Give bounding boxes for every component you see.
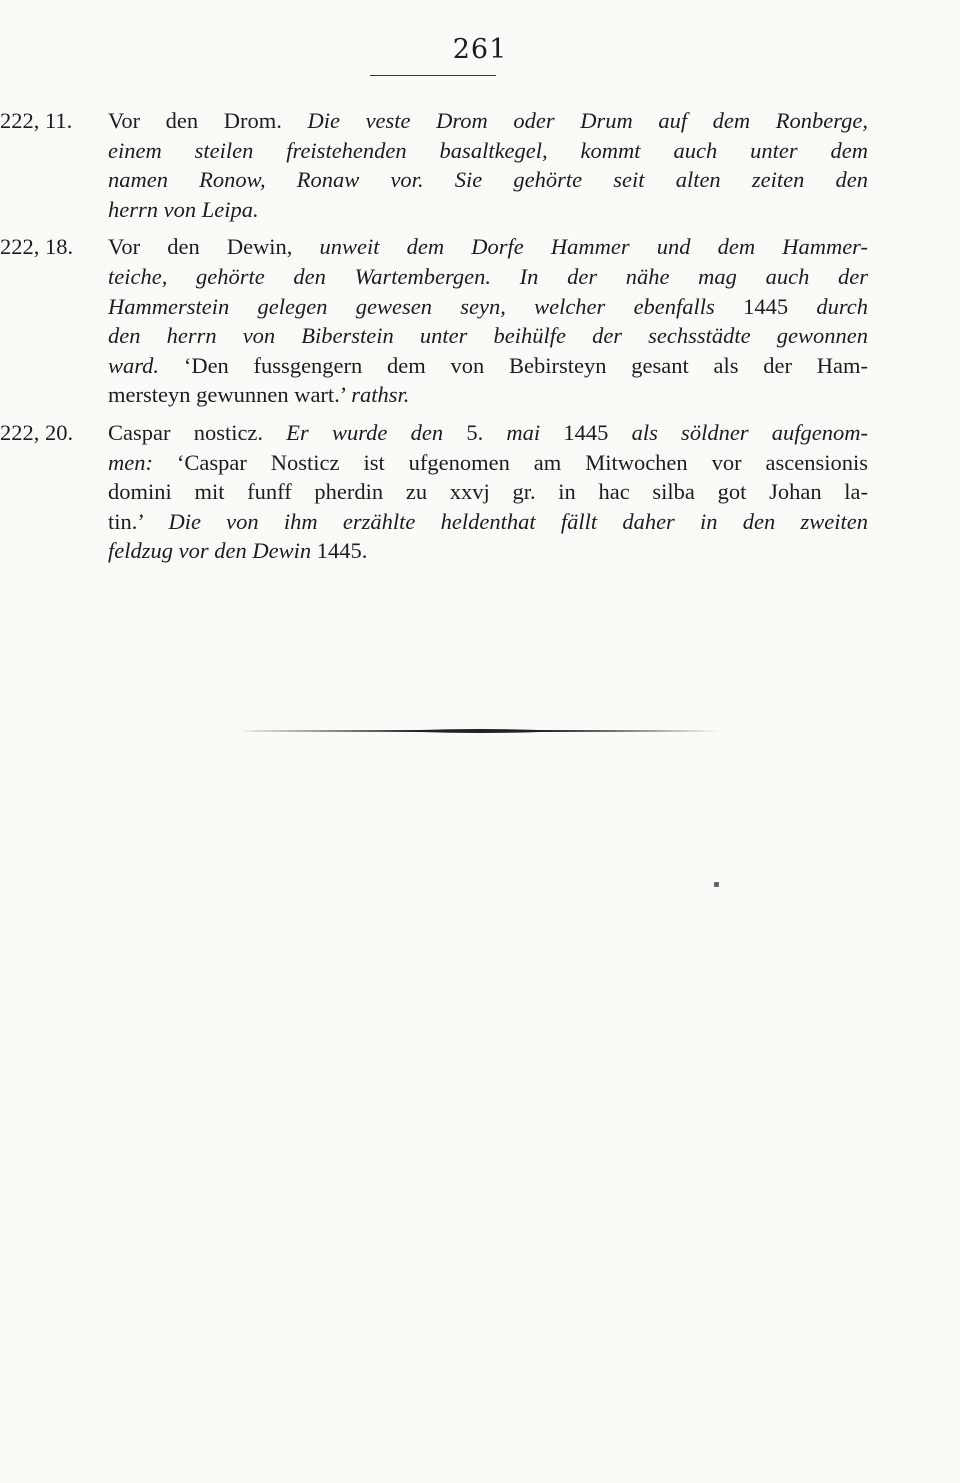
italic-text: herrn von Leipa. [108,196,259,222]
italic-text: ward. [108,352,160,378]
print-speck [714,882,719,887]
entry-text [0,232,960,410]
text-line [108,448,868,478]
roman-text: 1445. [316,538,368,564]
text-line [108,507,868,537]
roman-text: Vor den Dewin, [108,234,320,260]
roman-text: Vor den Drom. [108,108,308,133]
roman-text: 1445 [743,293,789,319]
italic-text: teiche, gehörte den Wartembergen. In der nähe mag auch der [108,263,868,289]
page-number: 261 [452,34,508,65]
text-line [108,380,868,410]
entry-reference: 222, 11. [0,108,73,133]
text-line [108,136,868,166]
text-line [108,477,868,507]
roman-text: Caspar nosticz. [108,419,287,445]
italic-text: als söldner aufgenom- [608,419,868,445]
italic-text: mai [483,419,564,445]
entry [0,106,960,224]
roman-text: tin.’ [108,508,169,534]
italic-text: einem steilen freistehenden basaltkegel, kommt auch unter dem [108,137,868,163]
roman-text: 5. [466,419,484,445]
text-line [108,418,868,448]
italic-text: Die von ihm erzählte heldenthat fällt daher in den zweiten [168,508,869,534]
italic-text: durch [788,293,868,319]
text-line [108,106,868,136]
entry [0,232,960,410]
italic-text: rathsr. [351,382,410,408]
italic-text: unweit dem Dorfe Hammer und dem Hammer- [319,234,868,260]
closing-ornamental-rule [240,728,720,734]
entry [0,418,960,566]
text-line [108,536,868,566]
roman-text: 1445 [563,419,609,445]
entry-reference: 222, 20. [0,419,74,445]
text-line [108,262,868,292]
entry-reference: 222, 18. [0,234,74,260]
roman-text: mersteyn gewunnen wart.’ [108,382,352,408]
roman-text: ‘Caspar Nosticz ist ufgenomen am Mitwochen vor ascensionis [152,449,868,475]
entry-text [0,106,960,224]
header-rule [370,75,496,76]
text-line [108,321,868,351]
italic-text: den herrn von Biberstein unter beihülfe der sechsstädte gewonnen [108,323,868,349]
italic-text: Hammerstein gelegen gewesen seyn, welcher ebenfalls [108,293,744,319]
text-line [108,292,868,322]
italic-text: Er wurde den [286,419,467,445]
roman-text: ‘Den fussgengern dem von Bebirsteyn gesant als der Ham- [159,352,868,378]
italic-text: namen Ronow, Ronaw vor. Sie gehörte seit alten zeiten den [108,167,868,193]
text-line [108,232,868,262]
commentary-entries [0,106,960,574]
italic-text: Die veste Drom oder Drum auf dem Ronberge, [307,108,868,133]
italic-text: men: [108,449,153,475]
italic-text: feldzug vor den Dewin [108,538,317,564]
roman-text: domini mit funff pherdin zu xxvj gr. in hac silba got Johan la- [108,479,868,505]
text-line [108,351,868,381]
entry-text [0,418,960,566]
text-line [108,195,868,225]
text-line [108,165,868,195]
